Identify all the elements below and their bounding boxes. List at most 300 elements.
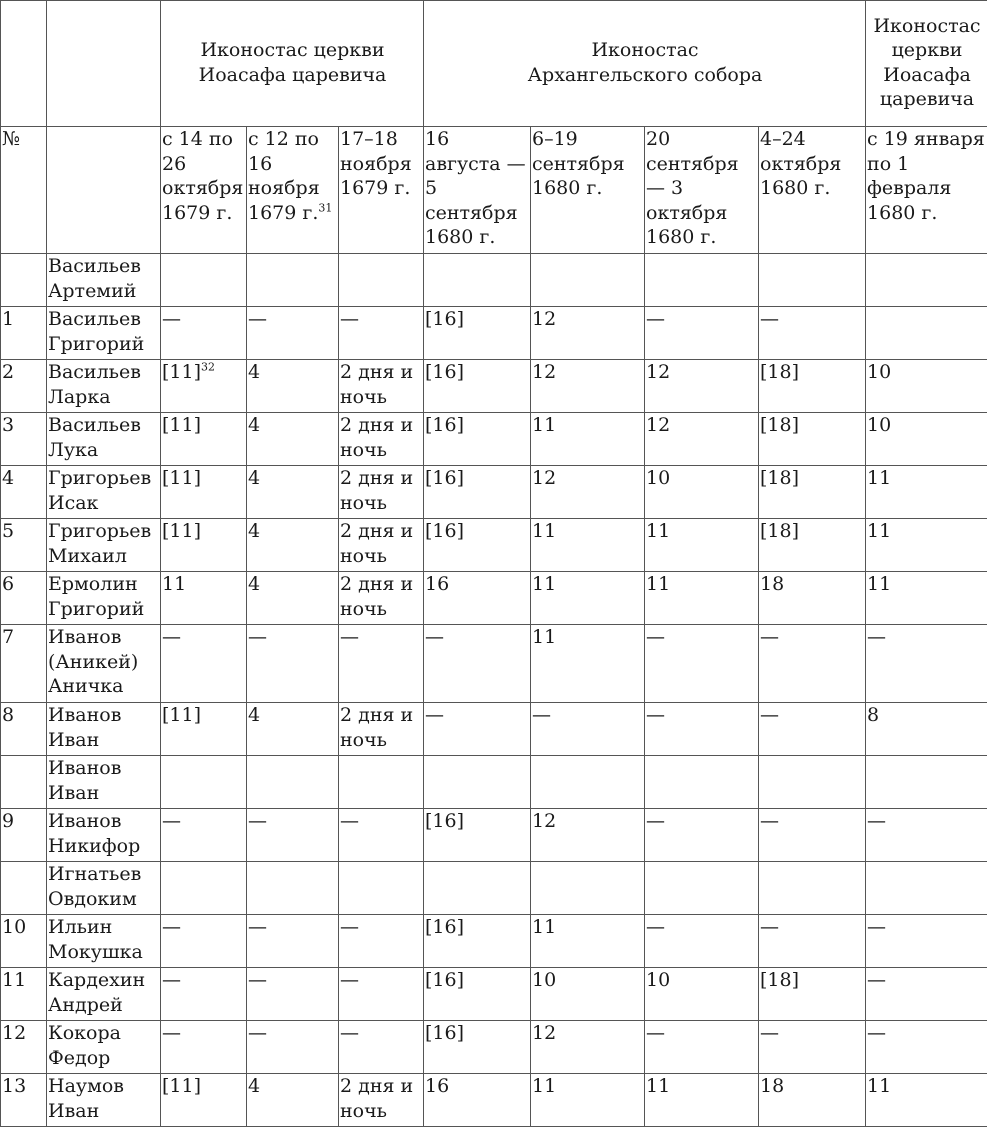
group-header-line: Иконостас церкви [200, 39, 385, 61]
group-header-joasaph-1679 [161, 1, 424, 127]
group-header-line: царевича [879, 88, 975, 110]
days-cell [645, 572, 759, 625]
worker-name: Наумов Иван [47, 1074, 161, 1127]
period-text: 17–18 ноября 1679 г. [340, 128, 412, 199]
table-row [1, 360, 987, 413]
group-header-archangel-cathedral [424, 1, 866, 127]
days-value: 4 [248, 520, 261, 542]
days-cell [645, 862, 759, 915]
row-number: 4 [1, 466, 47, 519]
days-value: — [760, 626, 779, 648]
days-cell [759, 254, 866, 307]
days-cell [339, 862, 424, 915]
table-row [1, 862, 987, 915]
days-cell [759, 466, 866, 519]
days-value: — [646, 1022, 665, 1044]
days-value: — [340, 1022, 359, 1044]
days-cell [531, 1021, 645, 1074]
days-value: 12 [532, 1022, 557, 1044]
days-value: 2 дня и ночь [340, 361, 414, 408]
days-cell [161, 466, 247, 519]
days-value: — [760, 308, 779, 330]
days-cell [531, 968, 645, 1021]
days-value: 2 дня и ночь [340, 704, 414, 751]
worker-name: Иванов Иван [47, 703, 161, 756]
days-value: 12 [532, 467, 557, 489]
days-value: [18] [760, 414, 800, 436]
days-cell [161, 413, 247, 466]
days-cell [424, 360, 531, 413]
days-cell [866, 968, 987, 1021]
days-cell [424, 625, 531, 703]
days-value: 11 [646, 520, 671, 542]
days-cell [866, 862, 987, 915]
days-value: [16] [425, 520, 465, 542]
days-cell [161, 809, 247, 862]
days-cell [866, 519, 987, 572]
days-value: [11] [162, 467, 202, 489]
days-cell [866, 466, 987, 519]
days-value: [11] [162, 361, 202, 383]
period-header [161, 127, 247, 254]
period-text: с 14 по 26 октября 1679 г. [162, 128, 244, 224]
worker-name: Иванов (Аникей) Аничка [47, 625, 161, 703]
days-cell [424, 254, 531, 307]
row-number: 5 [1, 519, 47, 572]
days-cell [866, 254, 987, 307]
days-cell [645, 1074, 759, 1127]
days-cell [759, 572, 866, 625]
name-header [47, 127, 161, 254]
days-cell [424, 703, 531, 756]
days-cell [339, 809, 424, 862]
days-value: 2 дня и ночь [340, 1075, 414, 1122]
days-cell [531, 413, 645, 466]
days-value: — [162, 969, 181, 991]
worker-name: Ермолин Григорий [47, 572, 161, 625]
table-row [1, 915, 987, 968]
days-cell [424, 413, 531, 466]
days-value: 12 [532, 361, 557, 383]
worker-name: Григорьев Михаил [47, 519, 161, 572]
days-cell [866, 703, 987, 756]
days-cell [247, 809, 339, 862]
days-value: 11 [532, 573, 557, 595]
days-cell [247, 1021, 339, 1074]
days-cell [339, 703, 424, 756]
days-value: [16] [425, 810, 465, 832]
days-cell [161, 307, 247, 360]
days-cell [161, 625, 247, 703]
days-value: 4 [248, 573, 261, 595]
days-cell [866, 756, 987, 809]
days-value: — [248, 1022, 267, 1044]
days-cell [247, 572, 339, 625]
worker-name: Кардехин Андрей [47, 968, 161, 1021]
days-value: 4 [248, 704, 261, 726]
days-value: — [340, 308, 359, 330]
days-cell [531, 703, 645, 756]
row-number [1, 254, 47, 307]
days-value: — [760, 1022, 779, 1044]
days-cell [161, 862, 247, 915]
days-value: [16] [425, 1022, 465, 1044]
days-cell [339, 466, 424, 519]
days-value: — [646, 810, 665, 832]
days-value: — [248, 626, 267, 648]
days-value: 16 [425, 1075, 450, 1097]
days-cell [866, 809, 987, 862]
table-row [1, 413, 987, 466]
table-row [1, 703, 987, 756]
days-cell [645, 625, 759, 703]
row-number: 6 [1, 572, 47, 625]
days-cell [424, 519, 531, 572]
days-cell [759, 307, 866, 360]
days-value: — [340, 810, 359, 832]
days-cell [424, 572, 531, 625]
group-header-joasaph-1680 [866, 1, 987, 127]
days-cell [866, 915, 987, 968]
days-value: [11] [162, 414, 202, 436]
table-row [1, 1021, 987, 1074]
period-text: 6–19 сентября 1680 г. [532, 128, 625, 199]
period-header [247, 127, 339, 254]
days-value: — [760, 916, 779, 938]
group-header-line: Иконостас [873, 14, 981, 37]
days-cell [161, 1074, 247, 1127]
days-value: — [760, 704, 779, 726]
days-value: 10 [532, 969, 557, 991]
days-cell [645, 703, 759, 756]
days-cell [161, 915, 247, 968]
days-value: 12 [532, 308, 557, 330]
days-value: 11 [532, 916, 557, 938]
days-cell [424, 307, 531, 360]
table-row [1, 307, 987, 360]
days-cell [645, 307, 759, 360]
days-cell [759, 809, 866, 862]
days-value: 11 [646, 1075, 671, 1097]
days-cell [645, 968, 759, 1021]
days-cell [247, 307, 339, 360]
days-cell [866, 1074, 987, 1127]
days-value: — [646, 704, 665, 726]
days-value: 8 [867, 704, 880, 726]
group-header-row [1, 1, 987, 127]
days-value: [18] [760, 969, 800, 991]
days-cell [531, 1074, 645, 1127]
days-value: — [248, 916, 267, 938]
period-text: 4–24 октября 1680 г. [760, 128, 842, 199]
days-cell [339, 756, 424, 809]
days-cell [339, 519, 424, 572]
days-cell [247, 756, 339, 809]
days-value: 11 [532, 1075, 557, 1097]
days-cell [247, 1074, 339, 1127]
days-value: [18] [760, 520, 800, 542]
days-value: — [646, 916, 665, 938]
days-value: 2 дня и ночь [340, 467, 414, 514]
days-cell [339, 1021, 424, 1074]
days-value: 4 [248, 361, 261, 383]
days-cell [247, 360, 339, 413]
days-cell [247, 413, 339, 466]
days-cell [339, 254, 424, 307]
row-number: 9 [1, 809, 47, 862]
table-row [1, 254, 987, 307]
days-value: — [425, 626, 444, 648]
row-number: 11 [1, 968, 47, 1021]
days-value: — [162, 916, 181, 938]
days-cell [531, 756, 645, 809]
days-value: 2 дня и ночь [340, 414, 414, 461]
days-cell [161, 254, 247, 307]
group-header-line: Иконостас [591, 39, 699, 61]
days-value: — [425, 704, 444, 726]
days-value: 10 [867, 361, 892, 383]
days-value: [16] [425, 916, 465, 938]
days-cell [759, 703, 866, 756]
row-number: 3 [1, 413, 47, 466]
days-value: 18 [760, 573, 785, 595]
days-cell [424, 1074, 531, 1127]
blank-header-cell [1, 1, 47, 127]
days-cell [759, 413, 866, 466]
days-value: 12 [532, 810, 557, 832]
days-value: — [340, 969, 359, 991]
days-value: — [162, 1022, 181, 1044]
days-cell [339, 625, 424, 703]
blank-header-cell [47, 1, 161, 127]
days-value: — [646, 308, 665, 330]
days-value: 4 [248, 1075, 261, 1097]
days-cell [866, 572, 987, 625]
days-value: [18] [760, 361, 800, 383]
days-value: 11 [867, 467, 892, 489]
days-cell [339, 307, 424, 360]
days-cell [424, 1021, 531, 1074]
days-cell [645, 413, 759, 466]
row-number [1, 756, 47, 809]
days-value: — [340, 626, 359, 648]
days-value: 12 [646, 361, 671, 383]
days-cell [866, 1021, 987, 1074]
days-value: [16] [425, 969, 465, 991]
days-cell [247, 519, 339, 572]
worker-name: Васильев Григорий [47, 307, 161, 360]
table-row [1, 572, 987, 625]
table-row [1, 625, 987, 703]
table-row [1, 968, 987, 1021]
days-cell [424, 756, 531, 809]
days-cell [247, 968, 339, 1021]
worker-name: Иванов Иван [47, 756, 161, 809]
days-cell [247, 862, 339, 915]
table-row [1, 519, 987, 572]
days-cell [866, 307, 987, 360]
days-cell [161, 519, 247, 572]
days-cell [339, 572, 424, 625]
period-header [531, 127, 645, 254]
period-text: 16 августа — 5 сентября 1680 г. [425, 128, 526, 248]
days-value: 18 [760, 1075, 785, 1097]
days-value: 11 [867, 573, 892, 595]
days-cell [247, 466, 339, 519]
days-cell [645, 809, 759, 862]
days-cell [424, 466, 531, 519]
table-row [1, 809, 987, 862]
days-value: — [162, 626, 181, 648]
table-row [1, 1074, 987, 1127]
days-value: 10 [867, 414, 892, 436]
group-header-line: церкви [891, 39, 963, 61]
days-cell [339, 1074, 424, 1127]
days-value: [18] [760, 467, 800, 489]
period-header [424, 127, 531, 254]
days-value: — [532, 704, 551, 726]
days-cell [424, 862, 531, 915]
period-text: 20 сентября — 3 октября 1680 г. [646, 128, 739, 248]
row-number: 8 [1, 703, 47, 756]
days-value: — [162, 308, 181, 330]
days-value: — [867, 810, 887, 832]
days-value: — [867, 969, 887, 991]
days-cell [339, 413, 424, 466]
days-cell [645, 756, 759, 809]
period-text: с 19 января по 1 февраля 1680 г. [867, 128, 985, 224]
period-text: с 12 по 16 ноября 1679 г. [248, 128, 320, 224]
row-number: 12 [1, 1021, 47, 1074]
days-value: 11 [532, 520, 557, 542]
table-row [1, 466, 987, 519]
period-header [645, 127, 759, 254]
days-cell [866, 413, 987, 466]
days-value: — [867, 916, 887, 938]
days-cell [531, 254, 645, 307]
days-value: 11 [532, 414, 557, 436]
days-cell [247, 254, 339, 307]
days-cell [531, 466, 645, 519]
period-header [339, 127, 424, 254]
worker-name: Васильев Ларка [47, 360, 161, 413]
days-cell [339, 968, 424, 1021]
days-cell [531, 625, 645, 703]
days-value: — [867, 626, 887, 648]
days-cell [161, 703, 247, 756]
days-value: 10 [646, 467, 671, 489]
days-value: 11 [867, 520, 892, 542]
days-value: [11] [162, 1075, 202, 1097]
days-value: [11] [162, 520, 202, 542]
days-cell [531, 572, 645, 625]
days-value: 4 [248, 414, 261, 436]
days-value: — [760, 810, 779, 832]
days-cell [866, 360, 987, 413]
days-cell [247, 625, 339, 703]
days-value: — [340, 916, 359, 938]
footnote-ref-32: 32 [201, 360, 216, 374]
days-cell [866, 625, 987, 703]
days-cell [759, 519, 866, 572]
days-value: 11 [532, 626, 557, 648]
row-number: 13 [1, 1074, 47, 1127]
days-value: — [248, 308, 267, 330]
days-cell [161, 1021, 247, 1074]
period-header [759, 127, 866, 254]
days-value: — [867, 1022, 887, 1044]
days-cell [247, 915, 339, 968]
days-cell [759, 625, 866, 703]
worker-name: Васильев Артемий [47, 254, 161, 307]
row-number: 1 [1, 307, 47, 360]
days-cell [339, 915, 424, 968]
days-cell [645, 254, 759, 307]
days-cell [161, 360, 247, 413]
days-value: 4 [248, 467, 261, 489]
days-value: — [248, 969, 267, 991]
days-cell [645, 519, 759, 572]
days-value: 11 [162, 573, 187, 595]
days-cell [759, 1021, 866, 1074]
table-row [1, 756, 987, 809]
days-value: [16] [425, 467, 465, 489]
days-value: 11 [867, 1075, 892, 1097]
days-cell [531, 519, 645, 572]
worker-name: Игнатьев Овдоким [47, 862, 161, 915]
days-cell [759, 1074, 866, 1127]
group-header-line: Иоасафа [883, 63, 971, 86]
days-value: 10 [646, 969, 671, 991]
group-header-line: Иоасафа царевича [198, 63, 387, 86]
days-value: [16] [425, 361, 465, 383]
days-cell [759, 862, 866, 915]
period-header [866, 127, 987, 254]
days-value: [11] [162, 704, 202, 726]
days-cell [531, 915, 645, 968]
days-cell [531, 809, 645, 862]
worker-name: Кокора Федор [47, 1021, 161, 1074]
days-cell [161, 756, 247, 809]
days-value: — [646, 626, 665, 648]
days-cell [531, 862, 645, 915]
worker-name: Григорьев Исак [47, 466, 161, 519]
number-header: № [1, 127, 47, 254]
days-value: — [162, 810, 181, 832]
row-number: 7 [1, 625, 47, 703]
days-cell [645, 466, 759, 519]
days-cell [645, 1021, 759, 1074]
days-value: [16] [425, 414, 465, 436]
row-number: 10 [1, 915, 47, 968]
days-cell [161, 572, 247, 625]
days-value: 12 [646, 414, 671, 436]
days-cell [759, 915, 866, 968]
worker-name: Васильев Лука [47, 413, 161, 466]
days-value: 11 [646, 573, 671, 595]
days-cell [339, 360, 424, 413]
row-number [1, 862, 47, 915]
footnote-ref-31: 31 [318, 201, 333, 215]
days-cell [424, 915, 531, 968]
days-value: 16 [425, 573, 450, 595]
days-value: [16] [425, 308, 465, 330]
days-cell [424, 968, 531, 1021]
days-cell [531, 360, 645, 413]
days-cell [531, 307, 645, 360]
days-cell [161, 968, 247, 1021]
days-cell [424, 809, 531, 862]
